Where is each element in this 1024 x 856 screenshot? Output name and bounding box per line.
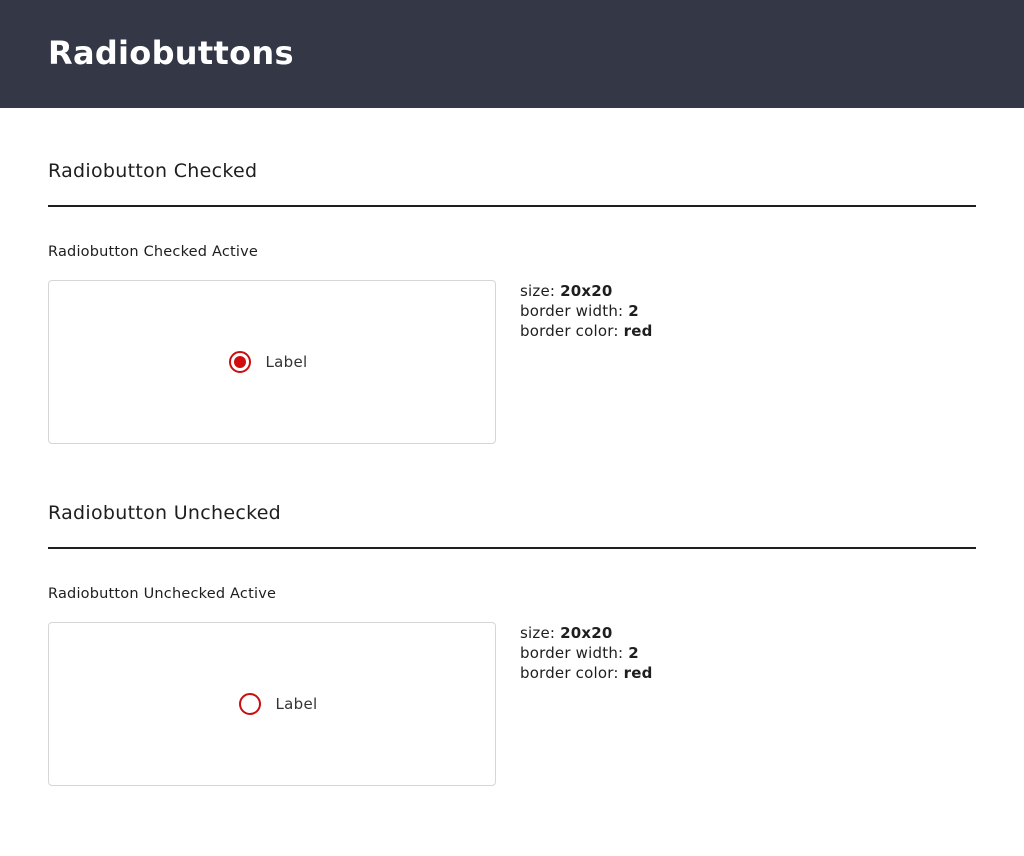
spec-border-color-value: red xyxy=(623,322,653,340)
section-divider xyxy=(48,547,976,549)
radio-unchecked[interactable] xyxy=(239,693,318,715)
section-title: Radiobutton Checked xyxy=(48,160,258,182)
page-title: Radiobuttons xyxy=(48,34,294,72)
section-radiobutton-unchecked xyxy=(48,500,976,786)
section-radiobutton-checked xyxy=(48,158,976,444)
spec-list xyxy=(520,280,653,444)
spec-size: size: 20x20 xyxy=(520,282,613,300)
spec-border-color: border color: red xyxy=(520,664,653,682)
spec-border-color-value: red xyxy=(623,664,653,682)
subsection-title: Radiobutton Unchecked Active xyxy=(48,586,277,602)
spec-border-width: border width: 2 xyxy=(520,644,639,662)
subsection-title: Radiobutton Checked Active xyxy=(48,244,259,260)
spec-border-width-value: 2 xyxy=(628,302,639,320)
spec-list xyxy=(520,622,653,786)
radio-label: Label xyxy=(265,353,308,371)
radio-circle-checked-icon[interactable] xyxy=(229,351,251,373)
spec-border-width: border width: 2 xyxy=(520,302,639,320)
spec-border-color: border color: red xyxy=(520,322,653,340)
spec-size-value: 20x20 xyxy=(560,282,613,300)
spec-size: size: 20x20 xyxy=(520,624,613,642)
radio-circle-unchecked-icon[interactable] xyxy=(239,693,261,715)
radio-dot-icon xyxy=(234,356,246,368)
demo-row xyxy=(48,280,976,444)
spec-size-value: 20x20 xyxy=(560,624,613,642)
section-title: Radiobutton Unchecked xyxy=(48,502,282,524)
radio-label: Label xyxy=(275,695,318,713)
spec-border-width-value: 2 xyxy=(628,644,639,662)
radio-checked[interactable] xyxy=(229,351,308,373)
section-divider xyxy=(48,205,976,207)
demo-box xyxy=(48,280,496,444)
page-header xyxy=(0,0,1024,108)
demo-box xyxy=(48,622,496,786)
demo-row xyxy=(48,622,976,786)
